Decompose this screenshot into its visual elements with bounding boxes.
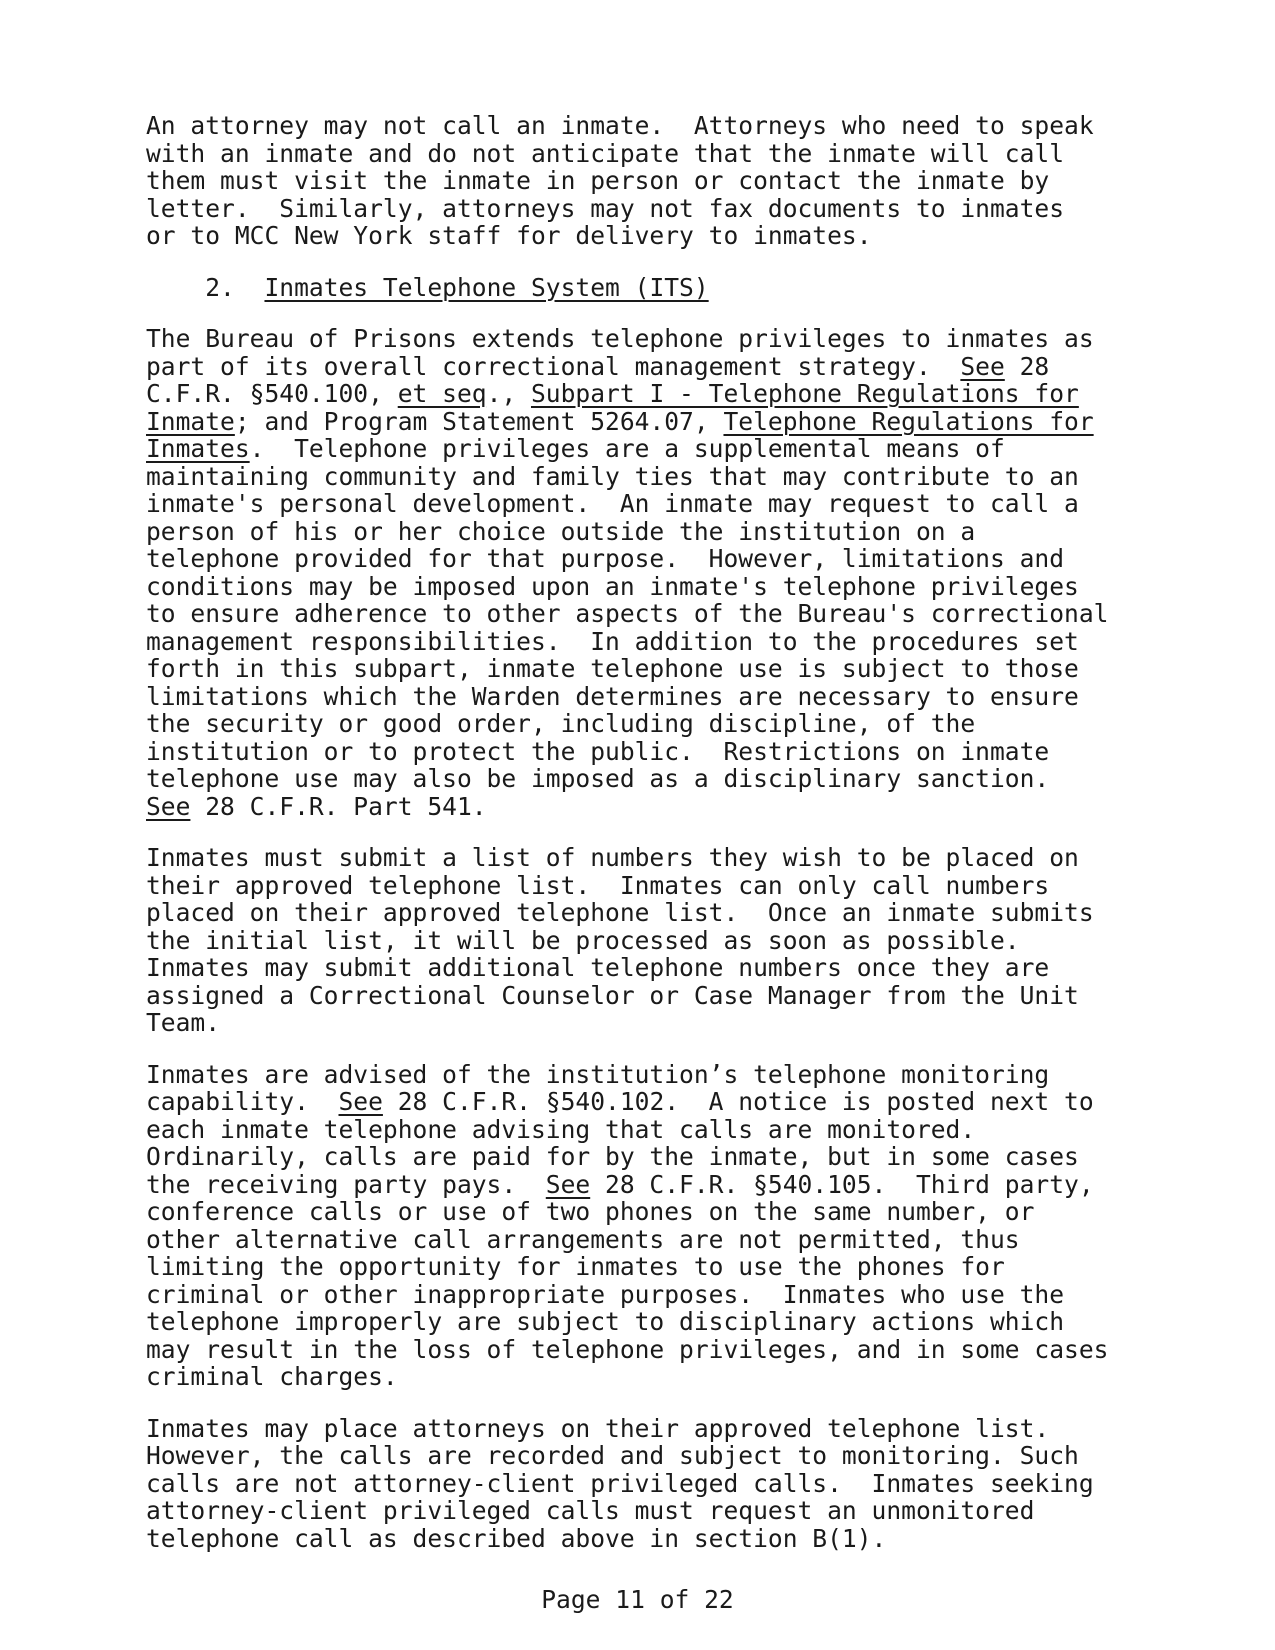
text-line [146, 1415, 1176, 1443]
text-segment: with an inmate and do not anticipate that the inmate will call [146, 138, 1065, 168]
text-line [146, 1116, 1176, 1144]
text-segment: 28 C.F.R. §540.102. A notice is posted next to [382, 1087, 1094, 1116]
monitoring-capability-paragraph [146, 1061, 1176, 1391]
text-line [146, 899, 1176, 927]
text-line [146, 1308, 1176, 1336]
text-segment: assigned a Correctional Counselor or Case Manager from the Unit [146, 980, 1079, 1010]
text-segment: However, the calls are recorded and subject to monitoring. Such [146, 1441, 1079, 1470]
text-segment: capability. [146, 1087, 339, 1116]
text-segment: Inmates may place attorneys on their approved telephone list. [146, 1413, 1050, 1443]
text-line [146, 1088, 1176, 1116]
text-line [146, 573, 1176, 601]
document-body [146, 112, 1176, 1576]
attorneys-on-list-paragraph [146, 1415, 1176, 1553]
underlined-text: See [960, 351, 1005, 381]
text-line [146, 463, 1176, 491]
underlined-text: See [545, 1169, 591, 1199]
text-segment: placed on their approved telephone list. Once an inmate submits [146, 898, 1094, 927]
text-line [146, 628, 1176, 656]
text-line [146, 1253, 1176, 1281]
text-line [146, 545, 1176, 573]
text-line [146, 1171, 1176, 1199]
text-line [146, 1198, 1176, 1226]
its-section-heading [146, 274, 1176, 302]
text-segment: them must visit the inmate in person or contact the inmate by [146, 166, 1050, 195]
text-segment: Inmates must submit a list of numbers they wish to be placed on [146, 843, 1079, 872]
bop-telephone-privileges-paragraph [146, 325, 1176, 820]
text-segment: the receiving party pays. [146, 1169, 546, 1199]
text-segment: conference calls or use of two phones on the same number, or [146, 1197, 1035, 1226]
text-line [146, 1009, 1176, 1037]
text-segment: part of its overall correctional management strategy. [146, 351, 961, 381]
text-segment: Team. [146, 1008, 221, 1037]
text-segment: management responsibilities. In addition to the procedures set [146, 626, 1079, 656]
text-segment: maintaining community and family ties that may contribute to an [146, 461, 1079, 491]
underlined-text: Inmates Telephone System (ITS) [264, 272, 709, 302]
text-segment: to ensure adherence to other aspects of the Bureau's correctional [146, 599, 1109, 628]
underlined-text: Subpart I - Telephone Regulations for [530, 379, 1079, 408]
underlined-text: Inmate [146, 406, 235, 436]
text-segment: ., [486, 379, 531, 408]
text-segment: Inmates are advised of the institution’s telephone monitoring [146, 1059, 1050, 1089]
text-segment: telephone use may also be imposed as a disciplinary sanction. [146, 764, 1050, 793]
text-line [146, 274, 1176, 302]
text-segment: limiting the opportunity for inmates to use the phones for [146, 1252, 1005, 1281]
text-line [146, 112, 1176, 140]
text-segment: conditions may be imposed upon an inmate's telephone privileges [146, 571, 1079, 601]
text-line [146, 683, 1176, 711]
underlined-text: Telephone Regulations for [723, 406, 1094, 436]
text-segment: or to MCC New York staff for delivery to inmates. [146, 221, 872, 250]
text-segment: limitations which the Warden determines are necessary to ensure [146, 681, 1079, 711]
text-segment: forth in this subpart, inmate telephone use is subject to those [146, 654, 1079, 683]
text-line [146, 353, 1176, 381]
text-line [146, 1442, 1176, 1470]
text-segment: 2. [146, 272, 265, 302]
text-line [146, 844, 1176, 872]
text-line [146, 710, 1176, 738]
text-line [146, 325, 1176, 353]
text-segment: An attorney may not call an inmate. Attorneys who need to speak [146, 111, 1094, 140]
text-line [146, 1470, 1176, 1498]
text-segment: institution or to protect the public. Restrictions on inmate [146, 736, 1050, 766]
text-segment: the initial list, it will be processed as soon as possible. [146, 925, 1020, 955]
underlined-text: et seq [397, 379, 487, 408]
text-line [146, 518, 1176, 546]
text-segment: ; and Program Statement 5264.07, [234, 406, 724, 436]
text-segment: letter. Similarly, attorneys may not fax documents to inmates [146, 193, 1065, 223]
approved-telephone-list-paragraph [146, 844, 1176, 1037]
text-segment: each inmate telephone advising that calls are monitored. [146, 1114, 976, 1144]
text-line [146, 1336, 1176, 1364]
text-line [146, 1497, 1176, 1525]
text-segment: criminal or other inappropriate purposes. Inmates who use the [146, 1279, 1065, 1309]
text-line [146, 222, 1176, 250]
text-segment: calls are not attorney-client privileged calls. Inmates seeking [146, 1468, 1094, 1498]
text-line [146, 655, 1176, 683]
text-line [146, 765, 1176, 793]
attorney-calls-paragraph [146, 112, 1176, 250]
text-segment: C.F.R. §540.100, [146, 379, 398, 408]
text-line [146, 435, 1176, 463]
text-segment: 28 [1004, 351, 1050, 381]
underlined-text: See [338, 1087, 383, 1116]
text-segment: person of his or her choice outside the institution on a [146, 516, 976, 546]
page-number-footer: Page 11 of 22 [541, 1585, 734, 1614]
text-segment: telephone improperly are subject to disciplinary actions which [146, 1307, 1065, 1336]
text-segment: other alternative call arrangements are not permitted, thus [146, 1224, 1020, 1254]
text-line [146, 954, 1176, 982]
text-segment: Inmates may submit additional telephone numbers once they are [146, 953, 1050, 982]
text-line [146, 1061, 1176, 1089]
text-line [146, 982, 1176, 1010]
text-line [146, 927, 1176, 955]
text-segment: Ordinarily, calls are paid for by the inmate, but in some cases [146, 1142, 1079, 1171]
text-line [146, 140, 1176, 168]
text-segment: The Bureau of Prisons extends telephone privileges to inmates as [146, 324, 1094, 353]
text-line [146, 490, 1176, 518]
text-segment: criminal charges. [146, 1362, 398, 1391]
text-line [146, 195, 1176, 223]
text-line [146, 872, 1176, 900]
text-segment: telephone call as described above in section B(1). [146, 1523, 887, 1553]
text-segment: 28 C.F.R. §540.105. Third party, [590, 1169, 1094, 1199]
text-segment: may result in the loss of telephone privileges, and in some cases [146, 1334, 1109, 1364]
text-segment: telephone provided for that purpose. However, limitations and [146, 544, 1065, 573]
text-line [146, 1226, 1176, 1254]
underlined-text: Inmates [146, 434, 250, 463]
underlined-text: See [146, 791, 191, 821]
text-segment: attorney-client privileged calls must request an unmonitored [146, 1496, 1035, 1525]
text-line [146, 1363, 1176, 1391]
text-line [146, 1525, 1176, 1553]
text-line [146, 408, 1176, 436]
text-segment: their approved telephone list. Inmates can only call numbers [146, 870, 1050, 900]
text-segment: 28 C.F.R. Part 541. [190, 791, 487, 821]
text-segment: the security or good order, including discipline, of the [146, 709, 976, 738]
text-line [146, 738, 1176, 766]
text-line [146, 167, 1176, 195]
text-line [146, 600, 1176, 628]
text-line [146, 1143, 1176, 1171]
text-segment: inmate's personal development. An inmate may request to call a [146, 489, 1079, 518]
text-line [146, 793, 1176, 821]
text-segment: . Telephone privileges are a supplemental means of [249, 434, 1005, 463]
text-line [146, 380, 1176, 408]
text-line [146, 1281, 1176, 1309]
